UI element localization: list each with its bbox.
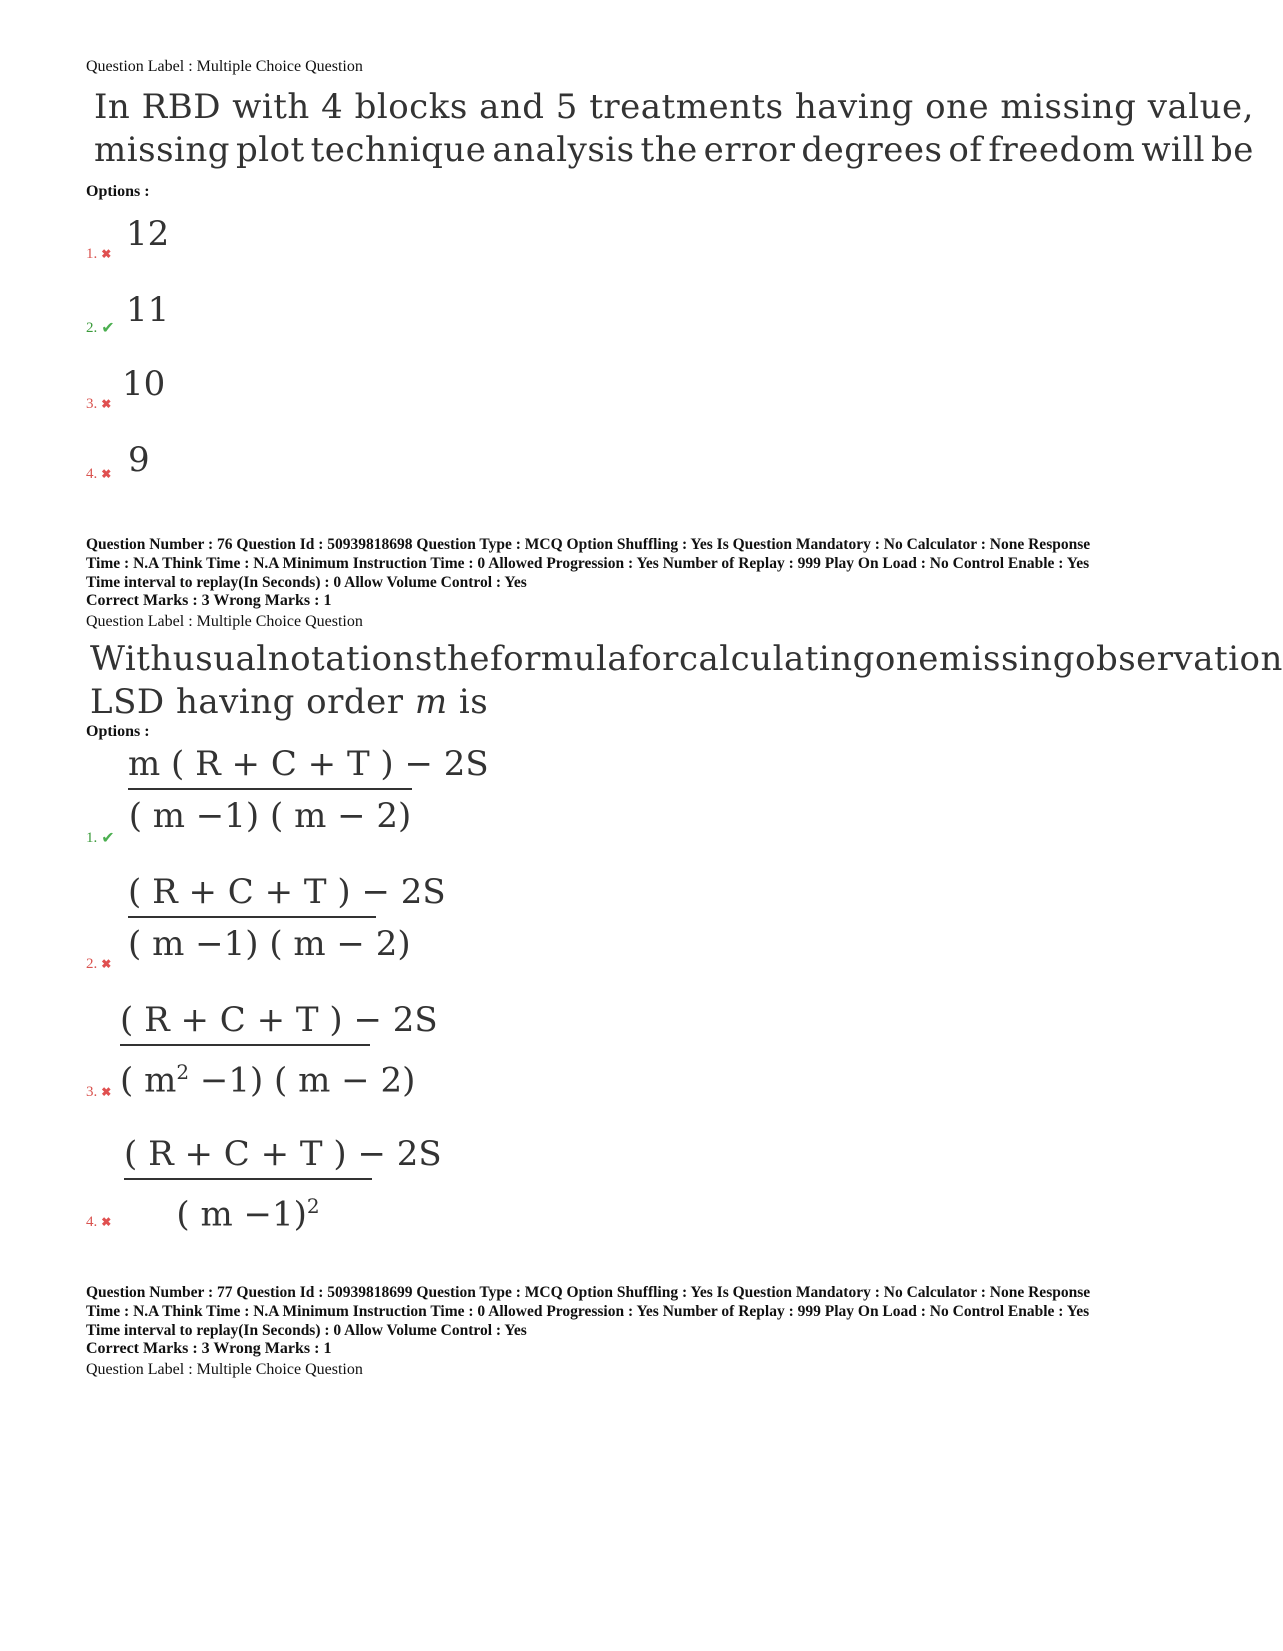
- fraction-bar: [120, 1044, 370, 1046]
- cross-icon: ✖: [101, 247, 112, 261]
- word: degrees: [801, 130, 943, 170]
- word: 5: [555, 87, 578, 127]
- option-number: 2. ✖: [86, 956, 112, 972]
- word: value,: [1147, 87, 1254, 127]
- question-meta: Question Number : 76 Question Id : 50939818698 Question Type : MCQ Option Shuffling : Yes Is Question Mandatory : No Calculator : None Response Time : N.A Think Time : N.A Minimum Instruction Time : 0 Allowed Progression : Yes Number of Replay : 999 Play On Load : No Control Enable : Yes Time interval to replay(In Seconds) : 0 Allow Volume Control : Yes: [86, 536, 1091, 591]
- option-number: 3. ✖: [86, 396, 112, 412]
- word: blocks: [354, 87, 468, 127]
- word: of: [948, 130, 983, 170]
- word: treatments: [589, 87, 784, 127]
- check-icon: ✔: [101, 830, 115, 847]
- word: for: [628, 639, 679, 679]
- question-meta: Question Number : 77 Question Id : 50939818699 Question Type : MCQ Option Shuffling : Yes Is Question Mandatory : No Calculator : None Response Time : N.A Think Time : N.A Minimum Instruction Time : 0 Allowed Progression : Yes Number of Replay : 999 Play On Load : No Control Enable : Yes Time interval to replay(In Seconds) : 0 Allow Volume Control : Yes: [86, 1284, 1091, 1339]
- word: In: [94, 87, 131, 127]
- marks-info: Correct Marks : 3 Wrong Marks : 1: [86, 1340, 332, 1357]
- option-value: 9: [128, 440, 150, 480]
- question-text-line: LSD having order m is: [90, 682, 489, 722]
- option-number: 4. ✖: [86, 1214, 112, 1230]
- cross-icon: ✖: [101, 957, 112, 971]
- word: technique: [310, 130, 487, 170]
- word: With: [90, 639, 173, 679]
- question-text: [94, 86, 1254, 172]
- cross-icon: ✖: [101, 467, 112, 481]
- word: missing: [94, 130, 231, 170]
- cross-icon: ✖: [101, 1215, 112, 1229]
- option-formula: ( R + C + T ) − 2S ( $m^2 -1$) ( m − 2): [120, 1000, 438, 1101]
- word: and: [479, 87, 545, 127]
- word: be: [1210, 130, 1254, 170]
- cross-icon: ✖: [101, 1085, 112, 1099]
- word: 4: [321, 87, 344, 127]
- option-value: 11: [126, 290, 170, 330]
- word: observation: [1074, 639, 1283, 679]
- word: will: [1141, 130, 1206, 170]
- word: freedom: [988, 130, 1136, 170]
- option-number: 4. ✖: [86, 466, 112, 482]
- question-text-line: [94, 129, 1254, 172]
- word: formula: [490, 639, 629, 679]
- fraction-bar: [128, 916, 376, 918]
- word: usual: [172, 639, 268, 679]
- question-text: [90, 638, 1283, 724]
- word: one: [874, 639, 939, 679]
- marks-info: Correct Marks : 3 Wrong Marks : 1: [86, 592, 332, 609]
- option-number: 2. ✔: [86, 319, 115, 337]
- option-formula: ( R + C + T ) − 2S ( m −1)$^2$: [124, 1134, 442, 1235]
- word: the: [640, 130, 698, 170]
- word: with: [232, 87, 310, 127]
- options-heading: Options :: [86, 723, 150, 740]
- question-text-line: [90, 638, 1283, 681]
- word: having: [794, 87, 914, 127]
- option-value: 10: [122, 364, 166, 404]
- word: missing: [1000, 87, 1137, 127]
- option-formula: ( R + C + T ) − 2S ( m −1) ( m − 2): [128, 872, 446, 964]
- option-number: 1. ✖: [86, 246, 112, 262]
- question-label: Question Label : Multiple Choice Question: [86, 613, 363, 630]
- option-formula: m ( R + C + T ) − 2S ( m −1) ( m − 2): [128, 744, 489, 836]
- option-number: 1. ✔: [86, 829, 115, 847]
- word: RBD: [141, 87, 221, 127]
- word: plot: [235, 130, 305, 170]
- word: analysis: [492, 130, 635, 170]
- question-label: Question Label : Multiple Choice Question: [86, 1361, 363, 1378]
- question-text-line: [94, 86, 1254, 129]
- word: calculating: [678, 639, 875, 679]
- options-heading: Options :: [86, 183, 150, 200]
- word: notations: [267, 639, 433, 679]
- check-icon: ✔: [101, 320, 115, 337]
- option-number: 3. ✖: [86, 1084, 112, 1100]
- fraction-bar: [124, 1178, 372, 1180]
- word: the: [432, 639, 491, 679]
- cross-icon: ✖: [101, 397, 112, 411]
- word: error: [703, 130, 796, 170]
- option-value: 12: [126, 214, 170, 254]
- question-label: Question Label : Multiple Choice Question: [86, 58, 363, 75]
- word: one: [925, 87, 990, 127]
- fraction-bar: [128, 788, 412, 790]
- word: missing: [938, 639, 1075, 679]
